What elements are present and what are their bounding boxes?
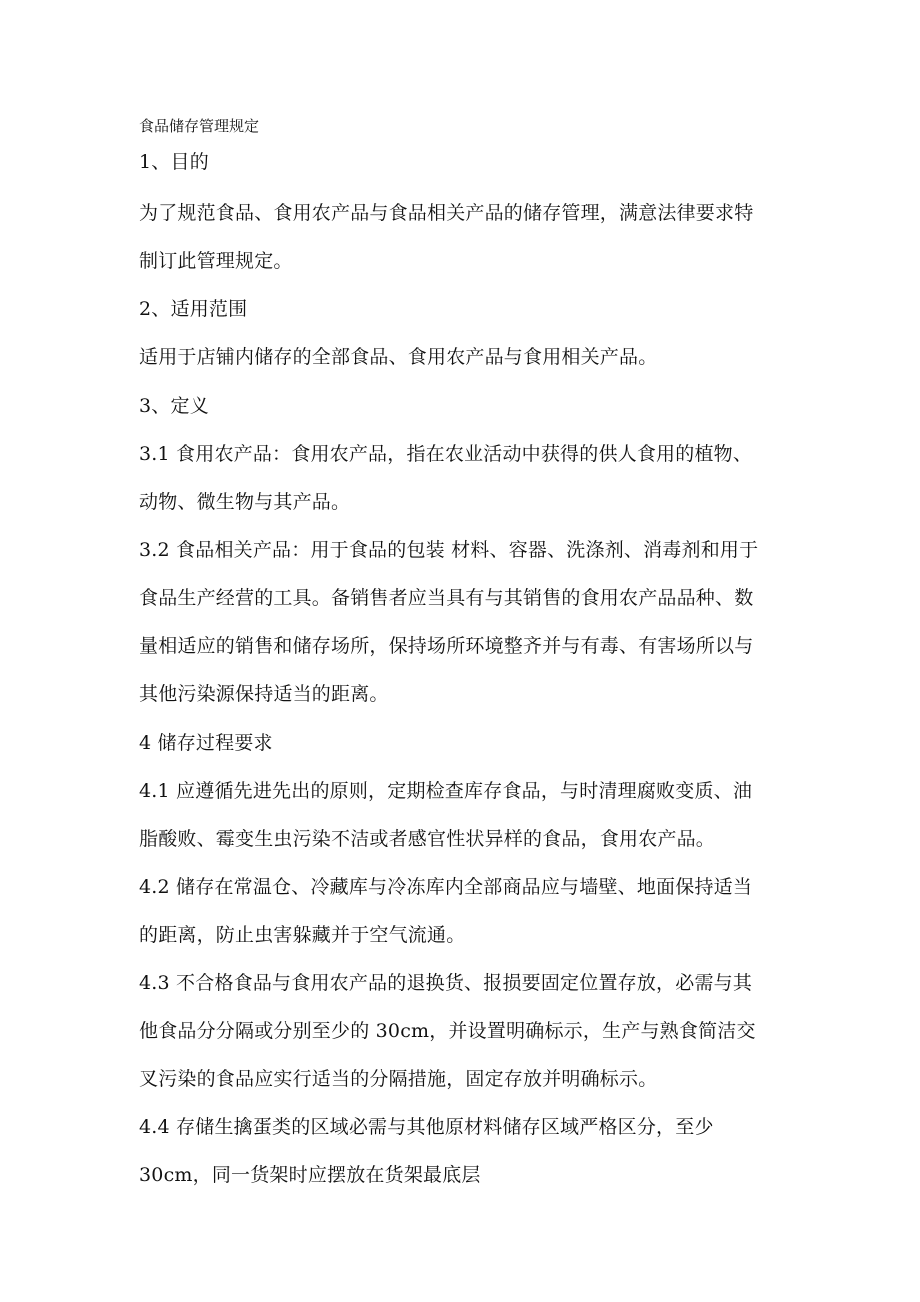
paragraph-line: 其他污染源保持适当的距离。 bbox=[139, 683, 389, 705]
paragraph-line: 脂酸败、霉变生虫污染不洁或者感官性状异样的食品，食用农产品。 bbox=[139, 828, 716, 850]
paragraph-line: 4.3 不合格食品与食用农产品的退换货、报损要固定位置存放，必需与其 bbox=[139, 972, 753, 994]
section-heading-definitions: 3、定义 bbox=[139, 395, 209, 417]
paragraph-line: 3.1 食用农产品：食用农产品，指在农业活动中获得的供人食用的植物、 bbox=[139, 443, 753, 465]
document-title: 食品储存管理规定 bbox=[139, 117, 260, 135]
paragraph-line: 叉污染的食品应实行适当的分隔措施，固定存放并明确标示。 bbox=[139, 1068, 658, 1090]
paragraph-line: 3.2 食品相关产品：用于食品的包装 材料、容器、洗涤剂、消毒剂和用于 bbox=[139, 539, 759, 561]
paragraph-line: 适用于店铺内储存的全部食品、食用农产品与食用相关产品。 bbox=[139, 346, 658, 368]
paragraph-line: 食品生产经营的工具。备销售者应当具有与其销售的食用农产品品种、数 bbox=[139, 587, 754, 609]
section-heading-storage-requirements: 4 储存过程要求 bbox=[139, 732, 273, 754]
paragraph-line: 制订此管理规定。 bbox=[139, 250, 293, 272]
paragraph-line: 他食品分分隔或分别至少的 30cm，并设置明确标示，生产与熟食简洁交 bbox=[139, 1020, 756, 1042]
paragraph-line: 的距离，防止虫害躲藏并于空气流通。 bbox=[139, 924, 466, 946]
paragraph-line: 4.1 应遵循先进先出的原则，定期检查库存食品，与时清理腐败变质、油 bbox=[139, 780, 753, 802]
paragraph-line: 4.2 储存在常温仓、冷藏库与冷冻库内全部商品应与墙壁、地面保持适当 bbox=[139, 876, 753, 898]
paragraph-line: 4.4 存储生擒蛋类的区域必需与其他原材料储存区域严格区分，至少 bbox=[139, 1116, 714, 1138]
paragraph-line: 量相适应的销售和储存场所，保持场所环境整齐并与有毒、有害场所以与 bbox=[139, 635, 754, 657]
paragraph-line: 为了规范食品、食用农产品与食品相关产品的储存管理，满意法律要求特 bbox=[139, 202, 754, 224]
paragraph-line: 动物、微生物与其产品。 bbox=[139, 491, 351, 513]
section-heading-scope: 2、适用范围 bbox=[139, 298, 248, 320]
paragraph-line: 30cm，同一货架时应摆放在货架最底层 bbox=[139, 1164, 481, 1186]
section-heading-purpose: 1、目的 bbox=[139, 151, 209, 173]
